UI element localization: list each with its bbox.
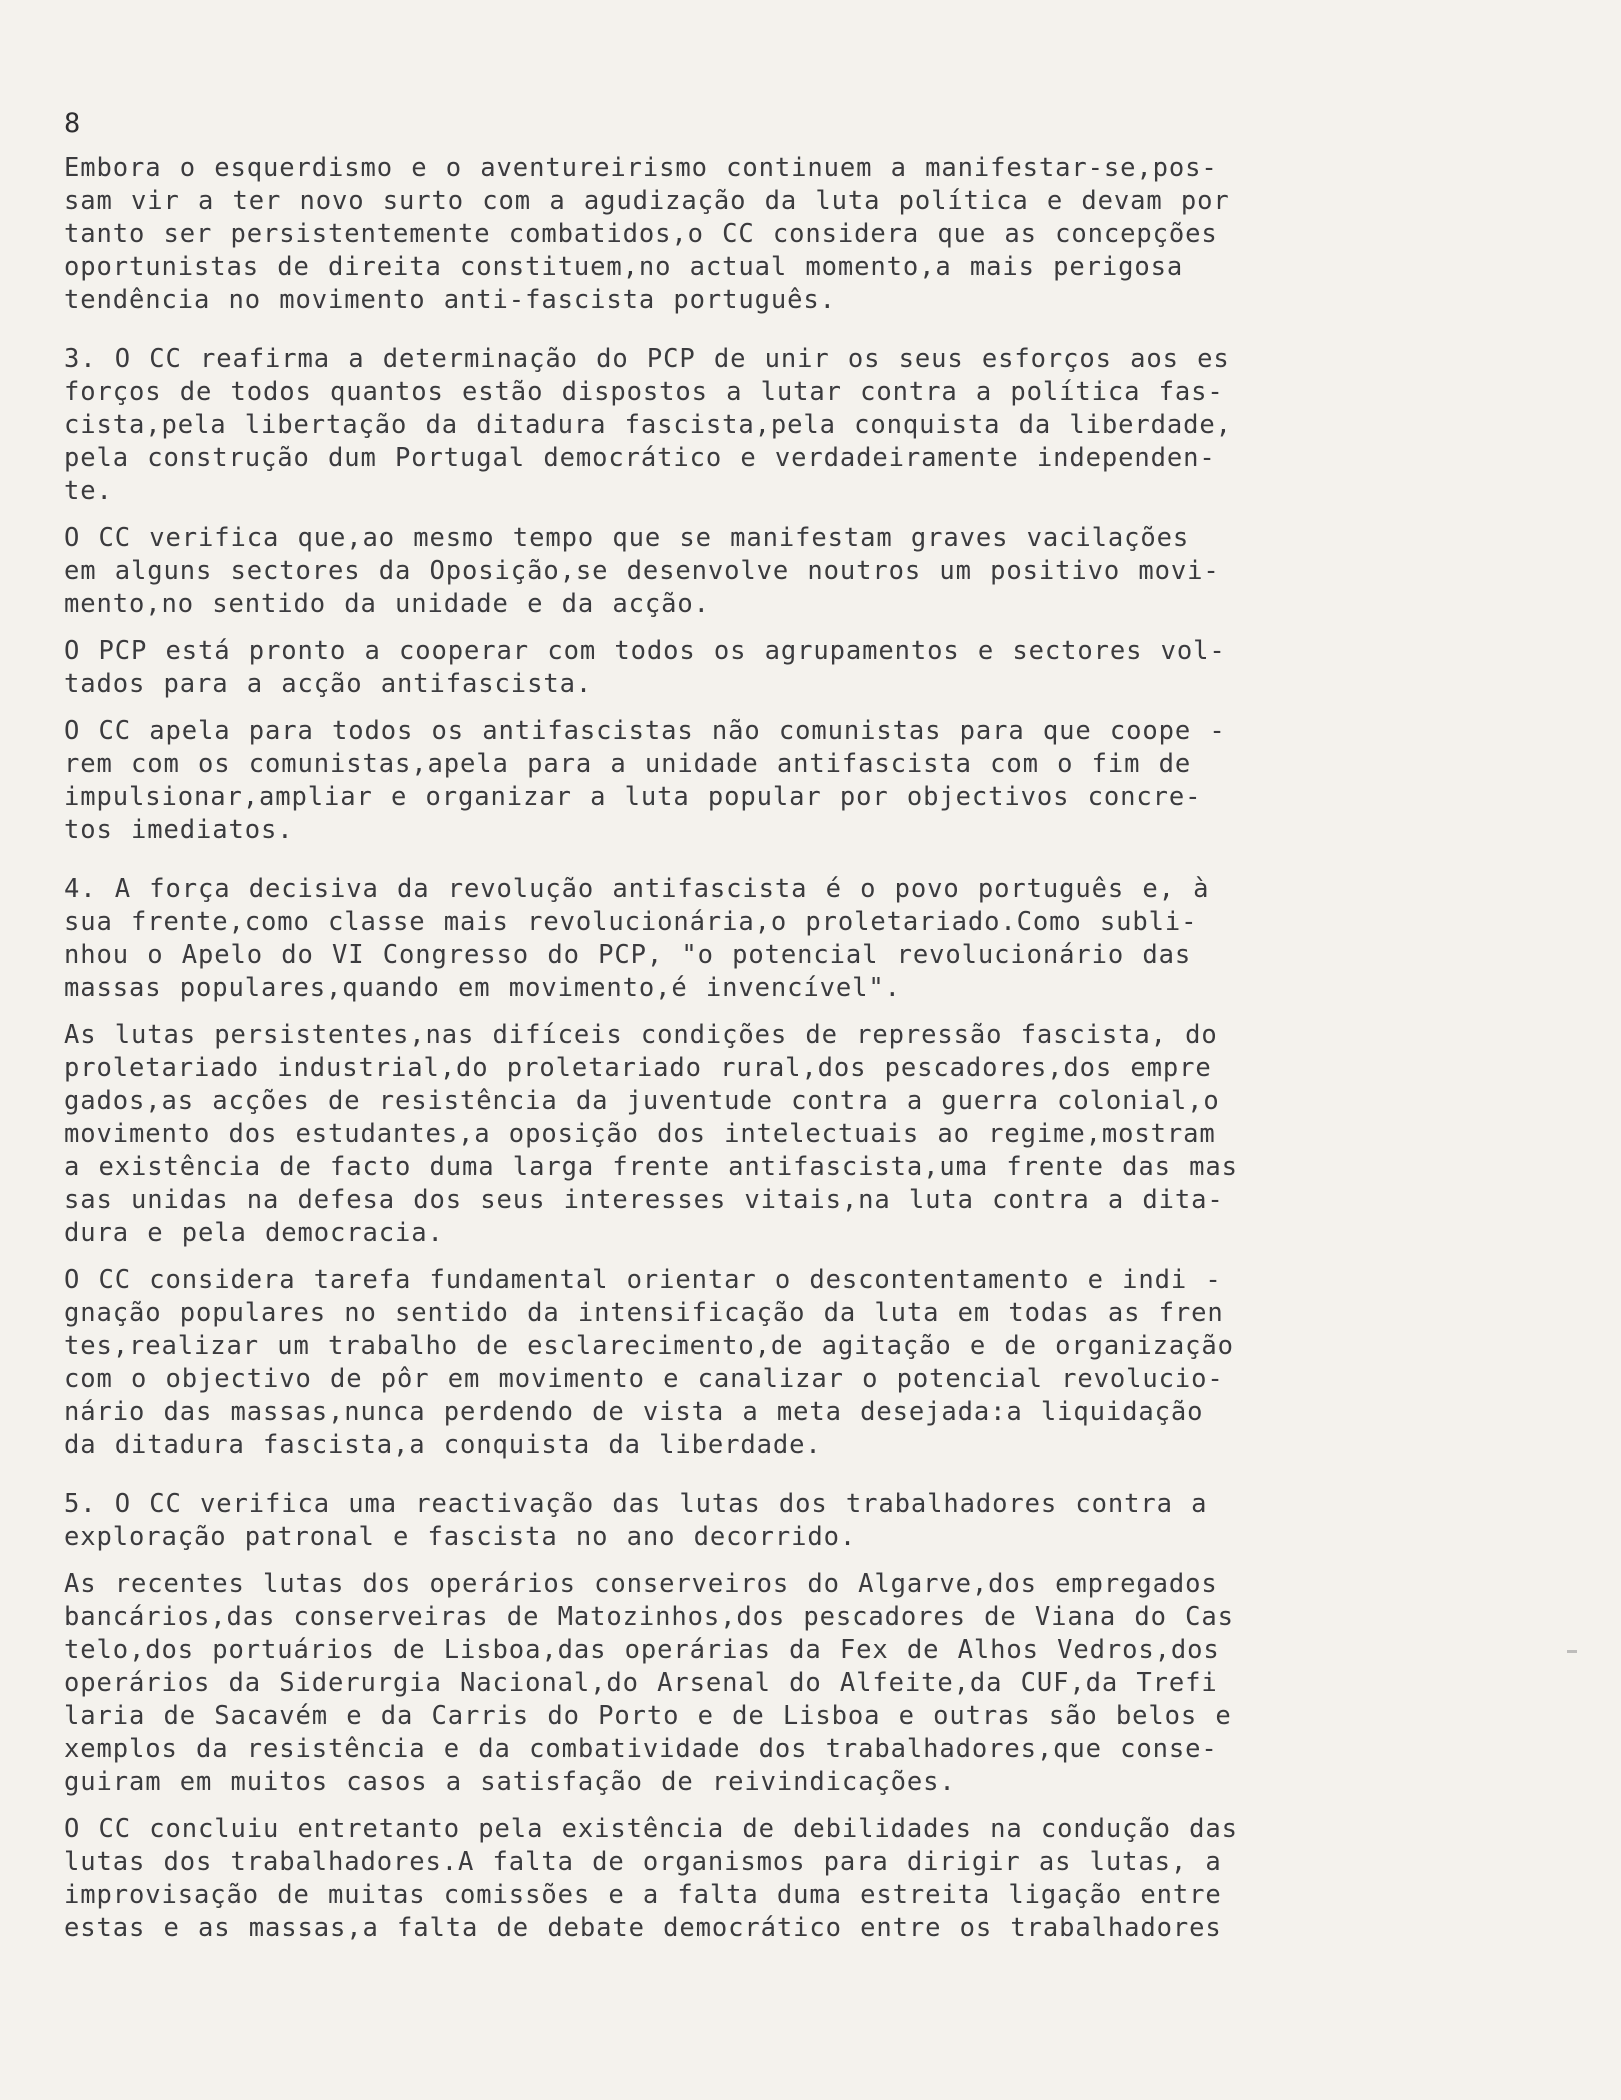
text-line: bancários,das conserveiras de Matozinhos,dos pescadores de Viana do Cas xyxy=(64,1602,1234,1632)
text-line: gados,as acções de resistência da juventude contra a guerra colonial,o xyxy=(64,1086,1220,1116)
document-body xyxy=(64,152,1500,1959)
text-line: As lutas persistentes,nas difíceis condições de repressão fascista, do xyxy=(64,1020,1218,1050)
text-line: sam vir a ter novo surto com a agudização da luta política e devam por xyxy=(64,186,1230,216)
text-line: O PCP está pronto a cooperar com todos os agrupamentos e sectores vol- xyxy=(64,636,1226,666)
text-line: da ditadura fascista,a conquista da liberdade. xyxy=(64,1430,822,1460)
text-line: forços de todos quantos estão dispostos a lutar contra a política fas- xyxy=(64,377,1224,407)
text-line: improvisação de muitas comissões e a falta duma estreita ligação entre xyxy=(64,1880,1222,1910)
text-line: 3. O CC reafirma a determinação do PCP de unir os seus esforços aos es xyxy=(64,344,1230,374)
text-line: pela construção dum Portugal democrático e verdadeiramente independen- xyxy=(64,443,1216,473)
text-line: tes,realizar um trabalho de esclarecimento,de agitação e de organização xyxy=(64,1331,1234,1361)
text-line: gnação populares no sentido da intensificação da luta em todas as fren xyxy=(64,1298,1224,1328)
text-line: sua frente,como classe mais revolucionária,o proletariado.Como subli- xyxy=(64,907,1198,937)
text-line: 5. O CC verifica uma reactivação das lutas dos trabalhadores contra a xyxy=(64,1489,1208,1519)
text-line: 4. A força decisiva da revolução antifascista é o povo português e, à xyxy=(64,874,1210,904)
paragraph-opposition xyxy=(64,522,1500,621)
text-line: nhou o Apelo do VI Congresso do PCP, "o potencial revolucionário das xyxy=(64,940,1192,970)
text-line: O CC concluiu entretanto pela existência de debilidades na condução das xyxy=(64,1814,1238,1844)
text-line: telo,dos portuários de Lisboa,das operárias da Fex de Alhos Vedros,dos xyxy=(64,1635,1220,1665)
paragraph-recent-struggles xyxy=(64,1568,1500,1799)
margin-mark xyxy=(1567,1650,1577,1653)
text-line: massas populares,quando em movimento,é invencível". xyxy=(64,973,901,1003)
text-line: guiram em muitos casos a satisfação de reivindicações. xyxy=(64,1767,956,1797)
text-line: O CC apela para todos os antifascistas não comunistas para que coope - xyxy=(64,716,1226,746)
text-line: movimento dos estudantes,a oposição dos intelectuais ao regime,mostram xyxy=(64,1119,1216,1149)
text-line: cista,pela libertação da ditadura fascista,pela conquista da liberdade, xyxy=(64,410,1232,440)
text-line: proletariado industrial,do proletariado rural,dos pescadores,dos empre xyxy=(64,1053,1212,1083)
text-line: dura e pela democracia. xyxy=(64,1218,444,1248)
text-line: nário das massas,nunca perdendo de vista a meta desejada:a liquidação xyxy=(64,1397,1204,1427)
paragraph-section-4 xyxy=(64,873,1500,1005)
text-line: operários da Siderurgia Nacional,do Arsenal do Alfeite,da CUF,da Trefi xyxy=(64,1668,1218,1698)
text-line: Embora o esquerdismo e o aventureirismo continuem a manifestar-se,pos- xyxy=(64,153,1218,183)
text-line: a existência de facto duma larga frente antifascista,uma frente das mas xyxy=(64,1152,1238,1182)
paragraph-opportunism xyxy=(64,152,1500,317)
text-line: As recentes lutas dos operários conserveiros do Algarve,dos empregados xyxy=(64,1569,1218,1599)
text-line: rem com os comunistas,apela para a unidade antifascista com o fim de xyxy=(64,749,1192,779)
text-line: em alguns sectores da Oposição,se desenvolve noutros um positivo movi- xyxy=(64,556,1220,586)
text-line: lutas dos trabalhadores.A falta de organismos para dirigir as lutas, a xyxy=(64,1847,1222,1877)
text-line: exploração patronal e fascista no ano decorrido. xyxy=(64,1522,857,1552)
paragraph-section-5 xyxy=(64,1488,1500,1554)
text-line: impulsionar,ampliar e organizar a luta popular por objectivos concre- xyxy=(64,782,1202,812)
text-line: tados para a acção antifascista. xyxy=(64,669,593,699)
text-line: tos imediatos. xyxy=(64,815,294,845)
text-line: estas e as massas,a falta de debate democrático entre os trabalhadores xyxy=(64,1913,1222,1943)
page-number: 8 xyxy=(64,108,81,139)
text-line: xemplos da resistência e da combatividade dos trabalhadores,que conse- xyxy=(64,1734,1218,1764)
paragraph-fundamental-task xyxy=(64,1264,1500,1462)
paragraph-appeal xyxy=(64,715,1500,847)
paragraph-pcp-cooperation xyxy=(64,635,1500,701)
text-line: tendência no movimento anti-fascista português. xyxy=(64,285,836,315)
text-line: com o objectivo de pôr em movimento e canalizar o potencial revolucio- xyxy=(64,1364,1224,1394)
text-line: O CC verifica que,ao mesmo tempo que se manifestam graves vacilações xyxy=(64,523,1190,553)
paragraph-section-3 xyxy=(64,343,1500,508)
text-line: mento,no sentido da unidade e da acção. xyxy=(64,589,710,619)
text-line: tanto ser persistentemente combatidos,o CC considera que as concepções xyxy=(64,219,1218,249)
text-line: sas unidas na defesa dos seus interesses vitais,na luta contra a dita- xyxy=(64,1185,1224,1215)
text-line: oportunistas de direita constituem,no actual momento,a mais perigosa xyxy=(64,252,1184,282)
paragraph-struggles xyxy=(64,1019,1500,1250)
text-line: te. xyxy=(64,476,113,506)
text-line: O CC considera tarefa fundamental orientar o descontentamento e indi - xyxy=(64,1265,1222,1295)
text-line: laria de Sacavém e da Carris do Porto e de Lisboa e outras são belos e xyxy=(64,1701,1232,1731)
paragraph-weaknesses xyxy=(64,1813,1500,1945)
